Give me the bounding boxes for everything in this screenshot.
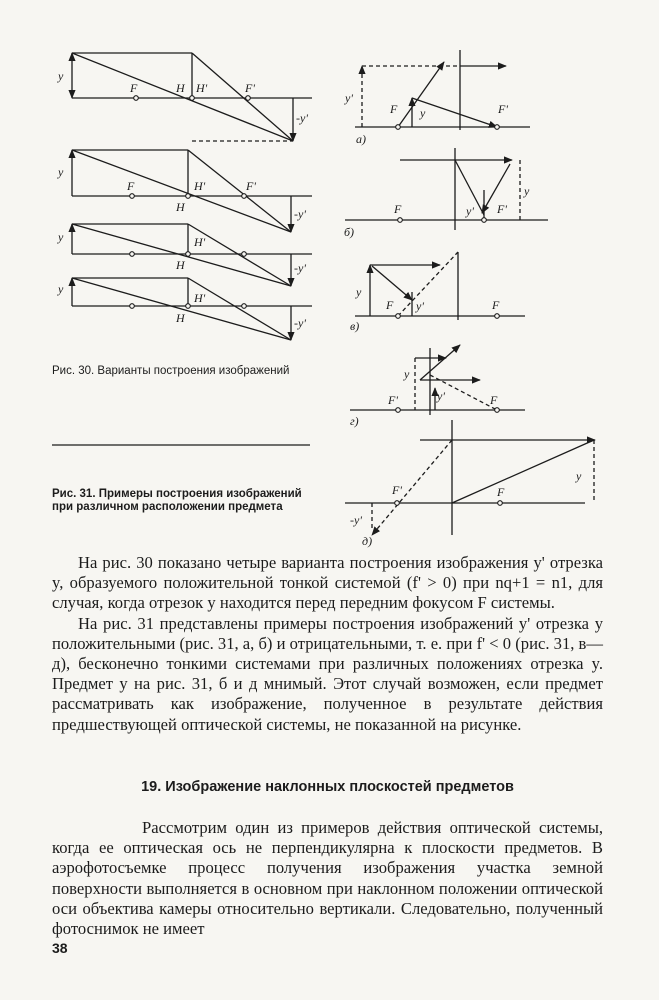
fig30-label: F' bbox=[246, 179, 256, 193]
figure31-caption: Рис. 31. Примеры построения изображений при различном расположении предмета bbox=[52, 488, 302, 513]
fig31-label: y bbox=[404, 367, 410, 381]
fig31-label: F bbox=[390, 102, 398, 116]
body-text-2 bbox=[52, 818, 603, 939]
fig31-label: y bbox=[524, 184, 530, 198]
fig31-panel-g bbox=[350, 345, 525, 415]
fig31-label: y' bbox=[416, 299, 424, 313]
fig31-label: y bbox=[420, 106, 426, 120]
fig31-label: F bbox=[386, 298, 394, 312]
fig30-label: H' bbox=[194, 235, 206, 249]
fig30-label: y bbox=[58, 69, 64, 83]
fig30-label: F' bbox=[245, 81, 255, 95]
fig31-label: F' bbox=[498, 102, 508, 116]
fig30-label: H' bbox=[196, 81, 208, 95]
fig30-label: H bbox=[176, 200, 185, 214]
fig31-panel-d bbox=[345, 420, 595, 535]
fig31-label: y bbox=[356, 285, 362, 299]
fig31-label: F' bbox=[392, 483, 402, 497]
fig30-diagram-4 bbox=[72, 278, 312, 340]
fig31-panel-label: б) bbox=[344, 225, 355, 239]
fig30-label: H' bbox=[194, 179, 206, 193]
fig31-panel-b bbox=[345, 148, 548, 230]
fig31-panel-v bbox=[355, 252, 525, 320]
fig30-diagram-3 bbox=[72, 224, 312, 286]
fig31-label: F bbox=[490, 393, 498, 407]
fig30-label: y bbox=[58, 230, 64, 244]
fig30-label: H bbox=[176, 258, 185, 272]
section-heading: 19. Изображение наклонных плоскостей предметов bbox=[141, 779, 514, 795]
paragraph: На рис. 31 представлены примеры построения изображений y' отрезка y положительными (рис. 31, а, б) и отрицательными, т. е. при f' < 0 (рис. 31, в—д), бесконечно тонкими системами при различных положениях отрезка y. Предмет y на рис. 31, б и д мнимый. Этот случай возможен, если предмет рассматривать как изображение, полученное в результате действия предшествующей оптической системы, не показанной на рисунке. bbox=[52, 613, 603, 734]
fig31-panel-label: г) bbox=[350, 414, 359, 428]
fig30-label: -y' bbox=[294, 316, 306, 330]
fig31-label: F' bbox=[497, 202, 507, 216]
fig31-panel-label: а) bbox=[356, 132, 366, 146]
fig30-label: -y' bbox=[294, 207, 306, 221]
fig31-label: F bbox=[394, 202, 402, 216]
fig30-diagram-2 bbox=[72, 150, 312, 232]
fig30-label: H bbox=[176, 311, 185, 325]
paragraph: На рис. 30 показано четыре варианта построения изображения y' отрезка y, образуемого положительной тонкой системой (f' > 0) при nq+1 = n1, для случая, когда отрезок y находится перед передним фокусом F системы. bbox=[52, 553, 603, 613]
fig31-label: y' bbox=[345, 91, 353, 105]
figure30-caption: Рис. 30. Варианты построения изображений bbox=[52, 365, 290, 377]
fig30-label: y bbox=[58, 282, 64, 296]
paragraph: Рассмотрим один из примеров действия оптической системы, когда ее оптическая ось не перпендикулярна к плоскости предметов. В аэрофотосъемке процесс получения изображения участка земной поверхности выполняется в основном при наклонном положении оптической оси объектива камеры относительно вертикали. Следовательно, полученный фотоснимок не имеет bbox=[52, 818, 603, 939]
fig31-panel-label: д) bbox=[362, 534, 373, 548]
fig30-label: -y' bbox=[296, 111, 308, 125]
fig31-panel-label: в) bbox=[350, 319, 360, 333]
fig31-label: -y' bbox=[350, 513, 362, 527]
fig30-label: -y' bbox=[294, 261, 306, 275]
fig30-label: F bbox=[130, 81, 138, 95]
fig30-label: H bbox=[176, 81, 185, 95]
page-number: 38 bbox=[52, 940, 68, 956]
fig31-panel-a bbox=[355, 50, 530, 130]
fig31-label: y' bbox=[437, 389, 445, 403]
fig31-label: y' bbox=[466, 204, 474, 218]
fig31-label: F' bbox=[388, 393, 398, 407]
fig30-label: H' bbox=[194, 291, 206, 305]
fig30-label: F bbox=[127, 179, 135, 193]
fig31-label: y bbox=[576, 469, 582, 483]
fig30-label: y bbox=[58, 165, 64, 179]
body-text bbox=[52, 553, 603, 735]
fig31-label: F bbox=[497, 485, 505, 499]
fig31-label: F bbox=[492, 298, 500, 312]
